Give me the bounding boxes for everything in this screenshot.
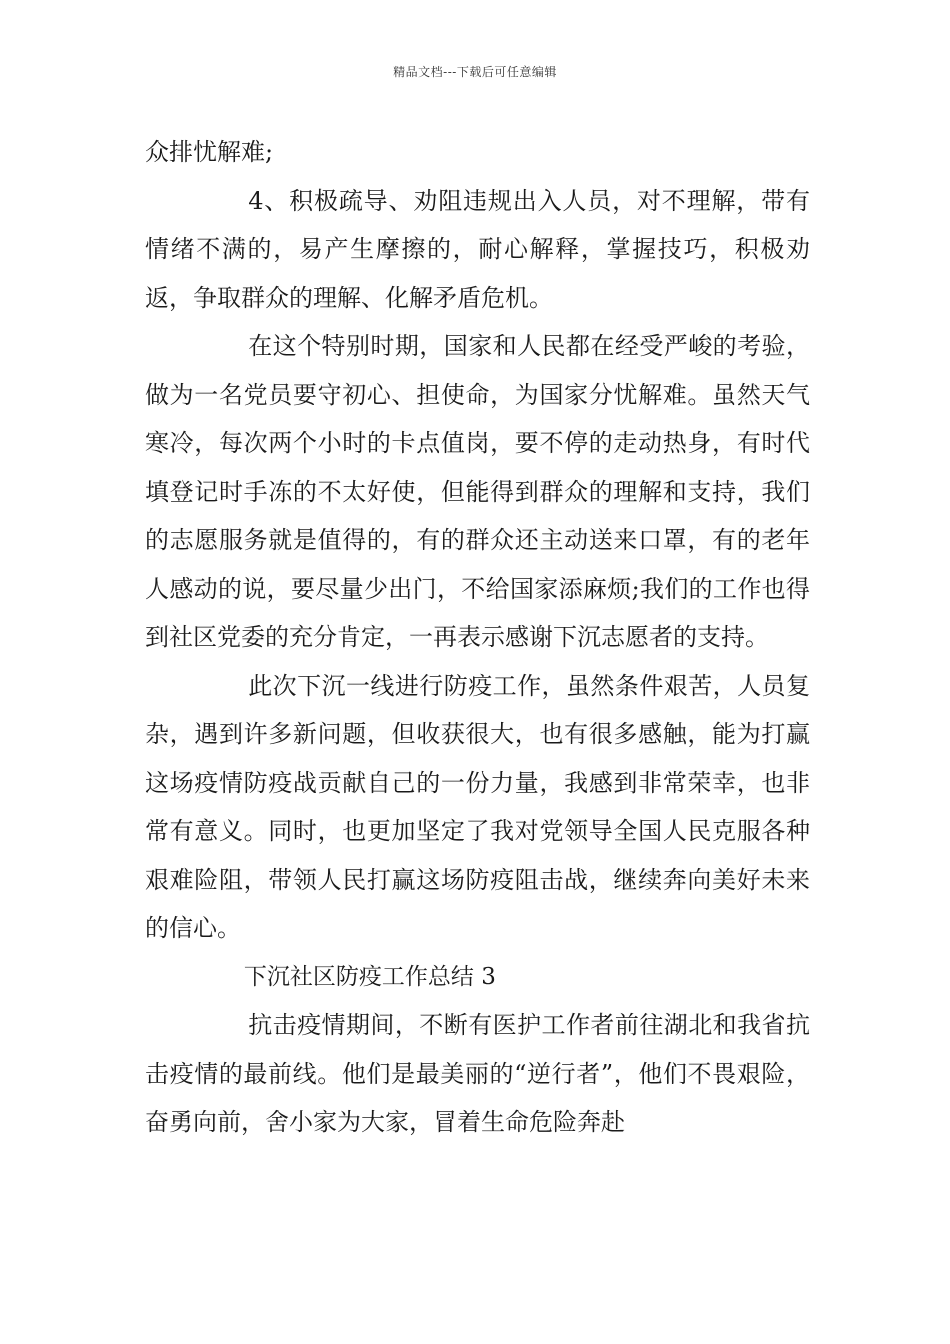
section-heading: 下沉社区防疫工作总结 3 bbox=[243, 963, 496, 990]
page-header: 精品文档---下载后可任意编辑 bbox=[393, 65, 557, 79]
paragraph-section-3-intro: 抗击疫情期间，不断有医护工作者前往湖北和我省抗击疫情的最前线。他们是最美丽的“逆行者”，他们不畏艰险，奋勇向前，舍小家为大家，冒着生命危险奔赴 bbox=[145, 1011, 810, 1136]
paragraph-conclusion: 此次下沉一线进行防疫工作，虽然条件艰苦，人员复杂，遇到许多新问题，但收获很大，也有很多感触，能为打赢这场疫情防疫战贡献自己的一份力量，我感到非常荣幸，也非常有意义。同时，也更加坚定了我对党领导全国人民克服各种艰难险阻，带领人民打赢这场防疫阻击战，继续奔向美好未来的信心。 bbox=[145, 671, 810, 942]
document-body bbox=[145, 128, 810, 1147]
paragraph-item-4: 4、积极疏导、劝阻违规出入人员，对不理解，带有情绪不满的，易产生摩擦的，耐心解释，掌握技巧，积极劝返，争取群众的理解、化解矛盾危机。 bbox=[145, 186, 810, 312]
paragraph-continuation: 众排忧解难; bbox=[145, 138, 274, 166]
paragraph-reflection: 在这个特别时期，国家和人民都在经受严峻的考验，做为一名党员要守初心、担使命，为国家分忧解难。虽然天气寒冷，每次两个小时的卡点值岗，要不停的走动热身，有时代填登记时手冻的不太好使，但能得到群众的理解和支持，我们的志愿服务就是值得的，有的群众还主动送来口罩，有的老年人感动的说，要尽量少出门，不给国家添麻烦;我们的工作也得到社区党委的充分肯定，一再表示感谢下沉志愿者的支持。 bbox=[145, 332, 810, 651]
